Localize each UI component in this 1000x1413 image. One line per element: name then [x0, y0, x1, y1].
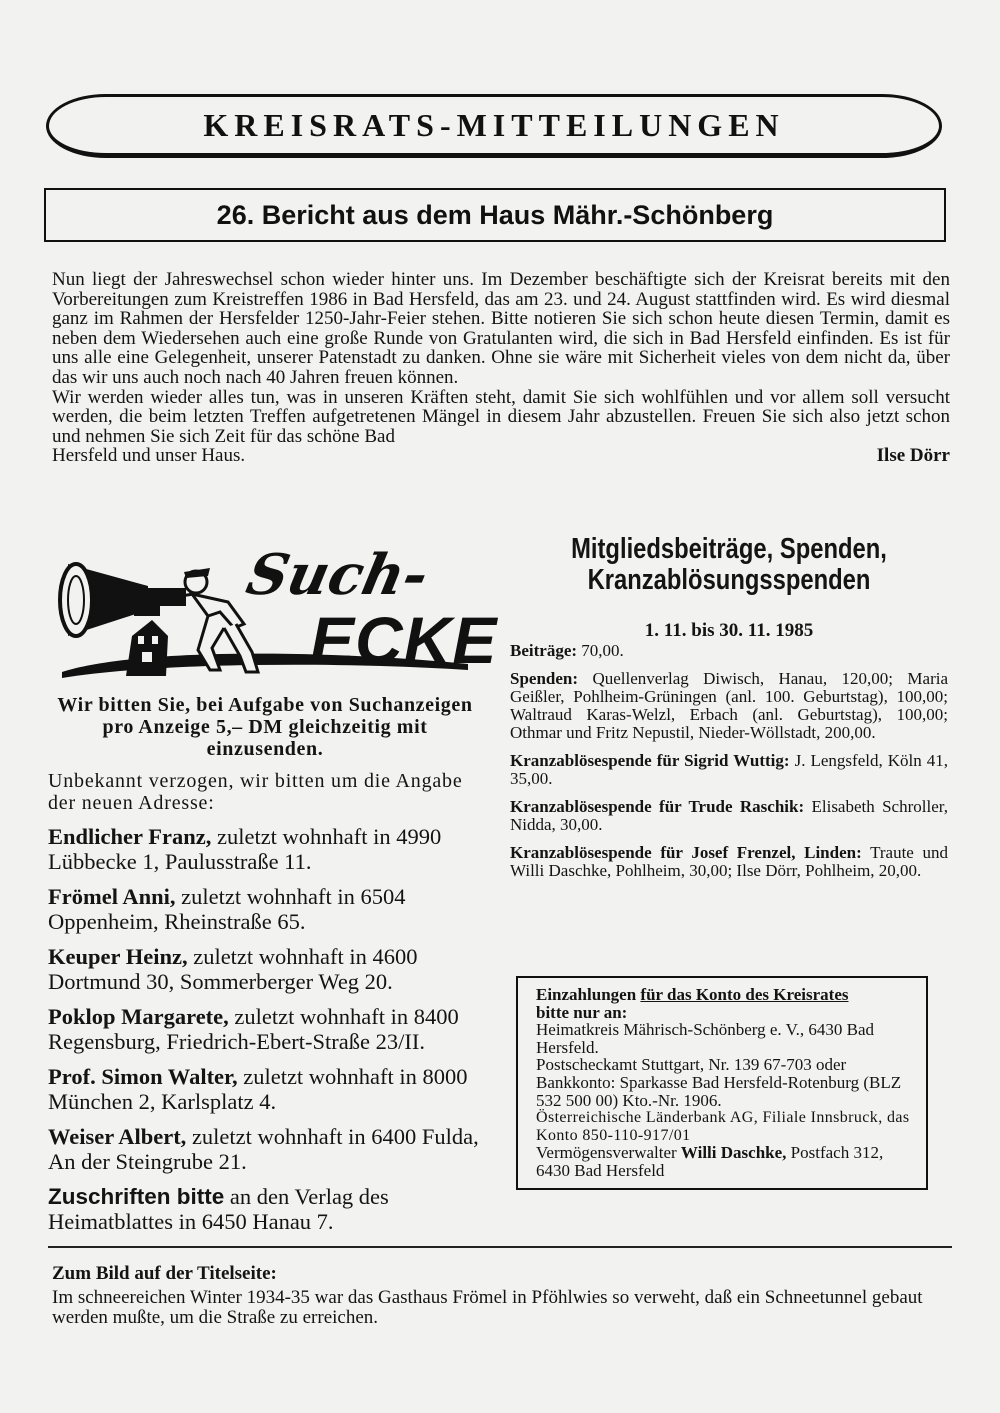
- bank-line-1b: für das Konto des Kreisrates: [640, 985, 849, 1004]
- fees-title-line-1: Mitgliedsbeiträge, Spenden,: [571, 533, 887, 565]
- cover-text: Im schneereichen Winter 1934-35 war das Gasthaus Frömel in Pföhlwies so verweht, daß ein Schneetunnel gebaut werden mußte, um die Straße zu erreichen.: [52, 1287, 923, 1328]
- such-ecke-logo: [48, 524, 498, 688]
- bank-line-5: Österreichische Länderbank AG, Filiale Innsbruck, das Konto 850-110-917/01: [536, 1109, 910, 1144]
- such-ecke-column: [48, 524, 498, 1234]
- fees-column: [510, 534, 948, 880]
- entry-name: Weiser Albert,: [48, 1124, 187, 1149]
- entry-name: Keuper Heinz,: [48, 944, 188, 969]
- search-ad-notice: Wir bitten Sie, bei Aufgabe von Suchanzeigen pro Anzeige 5,– DM gleichzeitig mit einzusenden.: [57, 694, 473, 760]
- bank-line-6c: Postfach 312, 6430 Bad Hersfeld: [536, 1143, 884, 1180]
- bank-line-6b: Willi Daschke,: [680, 1143, 787, 1163]
- entry-text: zuletzt wohnhaft in 8000 München 2, Karlsplatz 4.: [48, 1064, 468, 1114]
- cover-heading: Zum Bild auf der Titelseite:: [52, 1263, 277, 1284]
- intro-last-line: Hersfeld und unser Haus.: [52, 445, 246, 467]
- search-entry: [48, 944, 482, 994]
- search-entry: [48, 884, 482, 934]
- section-divider: [48, 1246, 952, 1248]
- bank-line-6a: Vermögensverwalter: [536, 1143, 681, 1163]
- search-entry: [48, 1124, 482, 1174]
- search-entry: [48, 824, 482, 874]
- kranz-2-value: Elisabeth Schroller, Nidda, 30,00.: [510, 797, 948, 834]
- bank-line-2: bitte nur an:: [536, 1002, 628, 1022]
- entry-name: Prof. Simon Walter,: [48, 1064, 238, 1089]
- cover-caption: [52, 1264, 952, 1328]
- contact-label: Zuschriften bitte: [48, 1184, 225, 1209]
- bank-line-4: Postscheckamt Stuttgart, Nr. 139 67-703 oder Bankkonto: Sparkasse Bad Hersfeld-Rotenburg (BLZ 532 500 00) Kto.-Nr. 1906.: [536, 1055, 902, 1110]
- bank-line-3: Heimatkreis Mährisch-Schönberg e. V., 6430 Bad Hersfeld.: [536, 1020, 875, 1057]
- entry-name: Frömel Anni,: [48, 884, 176, 909]
- masthead-title: KREISRATS-MITTEILUNGEN: [203, 106, 785, 143]
- bank-info-box: [516, 976, 928, 1190]
- intro-paragraph-1: Nun liegt der Jahreswechsel schon wieder hinter uns. Im Dezember beschäftigte sich der Kreisrat bereits mit den Vorbereitungen zum Kreistreffen 1986 in Bad Hersfeld, das am 23. und 24. August stattfinden wird. Es wird diesmal ganz im Rahmen der Hersfelder 1250-Jahr-Feier stehen. Bitte notieren Sie sich schon heute diesen Termin, damit es neben dem Wiedersehen auch eine große Runde von Gratulanten wird, die sich in Bad Hersfeld einfinden. Es ist für uns alle eine Gelegenheit, unserer Patenstadt zu danken. Ohne sie wäre mit Sicherheit vieles von dem nicht da, über das wir uns auch noch nach 40 Jahren freuen können.: [52, 269, 950, 388]
- kranz-1-label: Kranzablösespende für Sigrid Wuttig:: [510, 751, 790, 770]
- entry-name: Poklop Margarete,: [48, 1004, 229, 1029]
- entry-name: Endlicher Franz,: [48, 824, 212, 849]
- kranz-1-value: J. Lengsfeld, Köln 41, 35,00.: [510, 751, 949, 788]
- bank-line-1a: Einzahlungen: [536, 985, 641, 1004]
- masthead-banner: [46, 94, 942, 158]
- spenden-label: Spenden:: [510, 669, 579, 688]
- intro-paragraph-2: Wir werden wieder alles tun, was in unseren Kräften steht, damit Sie sich wohlfühlen und vor allem soll versucht werden, die beim letzten Treffen aufgetretenen Mängel in diesem Jahr abzustellen. Freuen Sie sich also jetzt schon und nehmen Sie sich Zeit für das schöne Bad: [52, 386, 950, 447]
- intro-article: [52, 270, 950, 466]
- logo-such-word: Such-: [240, 542, 435, 608]
- report-title-box: [44, 188, 946, 242]
- entry-text: zuletzt wohnhaft in 4990 Lübbecke 1, Paulusstraße 11.: [48, 824, 442, 874]
- intro-signature-row: [52, 446, 950, 466]
- publisher-contact: [48, 1184, 482, 1234]
- kranz-3-label: Kranzablösespende für Josef Frenzel, Linden:: [510, 843, 862, 862]
- fees-period: 1. 11. bis 30. 11. 1985: [644, 620, 814, 641]
- entry-text: zuletzt wohnhaft in 4600 Dortmund 30, Sommerberger Weg 20.: [48, 944, 418, 994]
- fees-title: [549, 534, 908, 596]
- logo-ecke-word: ECKE: [310, 603, 498, 677]
- kranz-3-value: Traute und Willi Daschke, Pohlheim, 30,00; Ilse Dörr, Pohlheim, 20,00.: [510, 843, 948, 880]
- search-entry: [48, 1064, 482, 1114]
- entry-text: zuletzt wohnhaft in 6504 Oppenheim, Rheinstraße 65.: [48, 884, 406, 934]
- unknown-address-notice: Unbekannt verzogen, wir bitten um die Angabe der neuen Adresse:: [48, 770, 463, 814]
- fees-title-line-2: Kranzablösungsspenden: [587, 564, 871, 596]
- beitraege-label: Beiträge:: [510, 641, 578, 660]
- fees-list: [510, 642, 948, 880]
- contact-text: an den Verlag des Heimatblattes in 6450 Hanau 7.: [48, 1184, 389, 1234]
- entry-text: zuletzt wohnhaft in 6400 Fulda, An der Steingrube 21.: [48, 1124, 479, 1174]
- beitraege-value: 70,00.: [581, 641, 624, 660]
- search-entry: [48, 1004, 482, 1054]
- spenden-value: Quellenverlag Diwisch, Hanau, 120,00; Maria Geißler, Pohlheim-Grüningen (anl. 100. Geburtstag), 100,00; Waltraud Karas-Welzl, Erbach (anl. Geburtstag), 100,00; Othmar und Fritz Nepustil, Nieder-Wöllstadt, 200,00.: [510, 669, 948, 742]
- intro-signature: Ilse Dörr: [876, 445, 950, 467]
- entry-text: zuletzt wohnhaft in 8400 Regensburg, Friedrich-Ebert-Straße 23/II.: [48, 1004, 459, 1054]
- report-title: 26. Bericht aus dem Haus Mähr.-Schönberg: [216, 199, 774, 230]
- kranz-2-label: Kranzablösespende für Trude Raschik:: [510, 797, 805, 816]
